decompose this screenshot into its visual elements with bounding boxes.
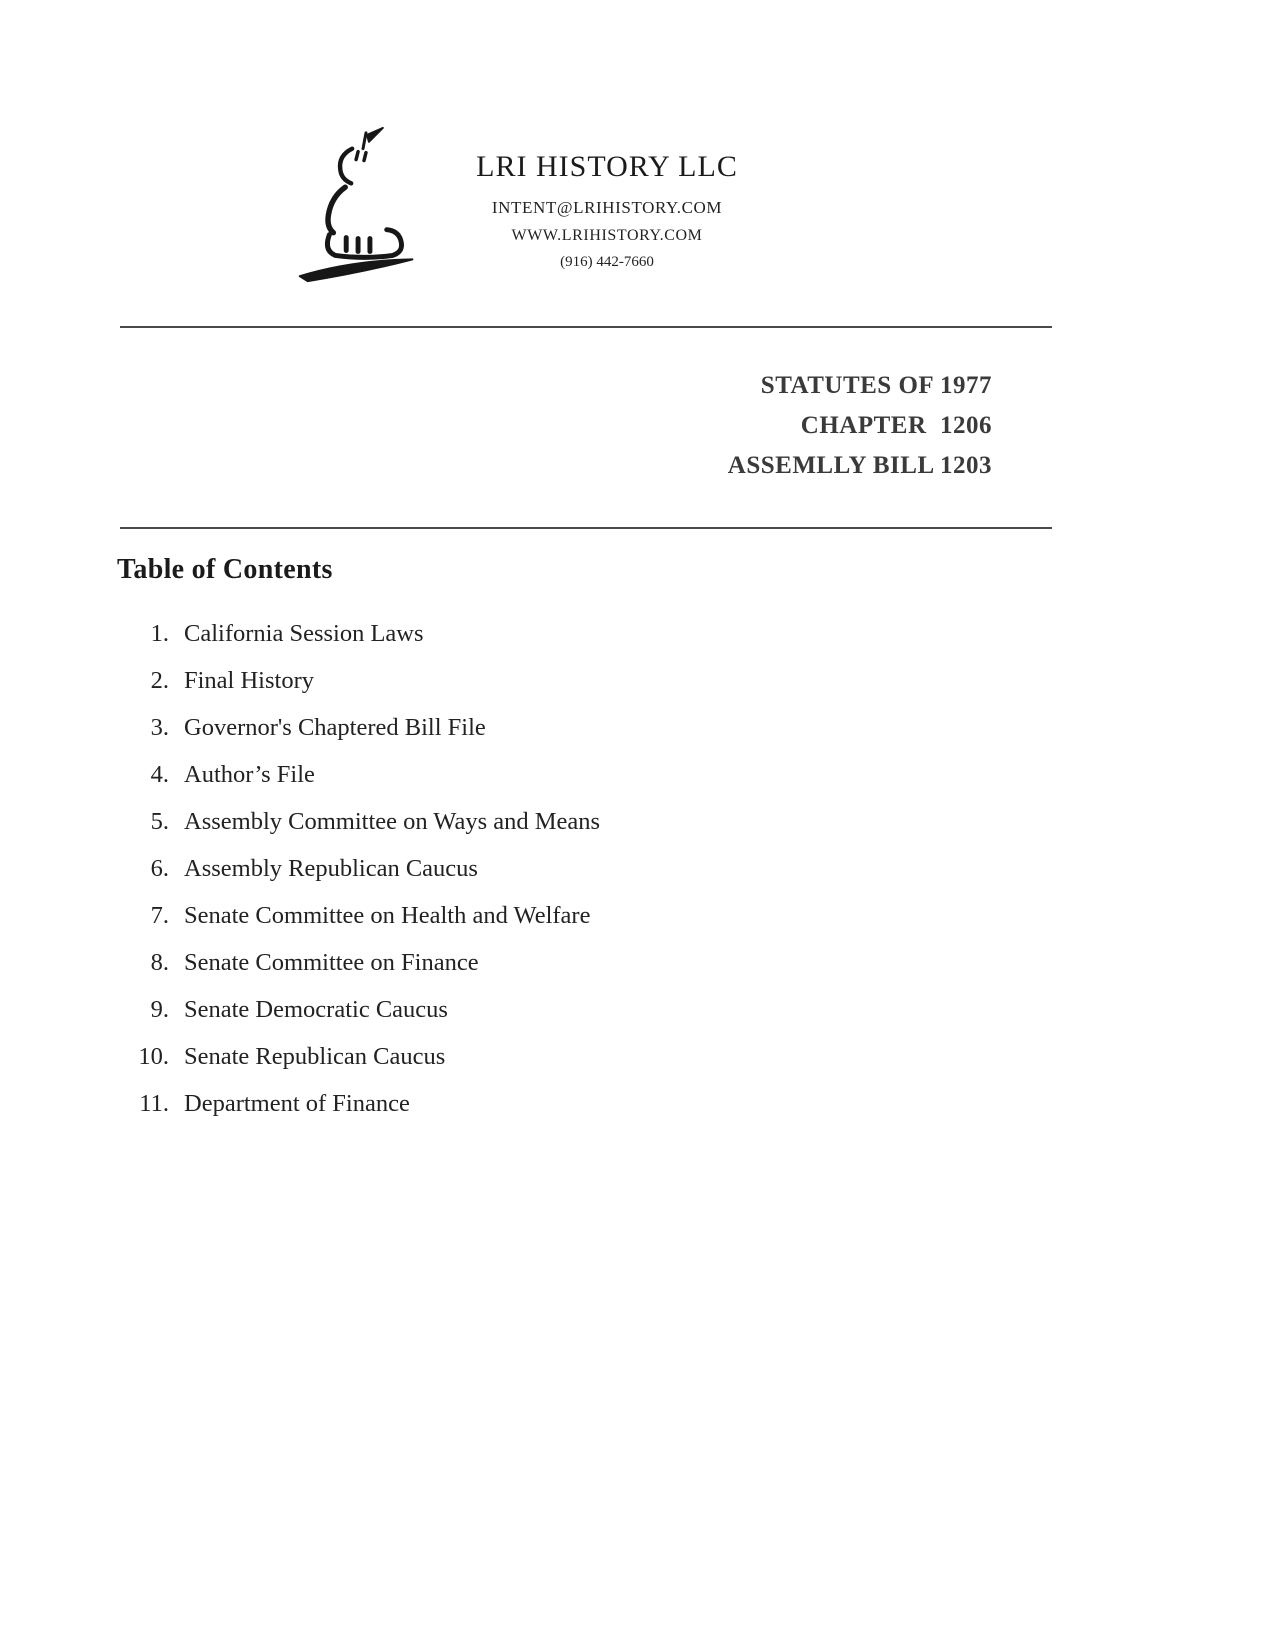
toc-item xyxy=(117,902,1017,930)
toc-item xyxy=(117,949,1017,977)
toc-item xyxy=(117,808,1017,836)
toc-item-number: 11. xyxy=(139,1090,169,1117)
toc-item xyxy=(117,667,1017,695)
toc-item-label: Department of Finance xyxy=(184,1090,410,1117)
toc-item xyxy=(117,620,1017,648)
toc-item-label: California Session Laws xyxy=(184,620,424,647)
divider-line-bottom xyxy=(120,527,1052,529)
company-email: INTENT@LRIHISTORY.COM xyxy=(491,198,723,217)
toc-item-number: 7. xyxy=(150,902,169,929)
toc-item-number: 8. xyxy=(150,949,169,976)
company-phone: (916) 442-7660 xyxy=(560,254,654,270)
toc-item-label: Assembly Republican Caucus xyxy=(184,855,478,882)
toc-item-number: 6. xyxy=(150,855,169,882)
assembly-bill-line: ASSEMLLY BILL 1203 xyxy=(727,452,992,479)
toc-item-label: Final History xyxy=(184,667,314,694)
statute-title-block xyxy=(728,366,992,486)
statutes-line: STATUTES OF 1977 xyxy=(760,372,992,399)
toc-item xyxy=(117,1090,1017,1118)
toc-item-label: Author’s File xyxy=(184,761,315,788)
toc-item-label: Senate Republican Caucus xyxy=(184,1043,446,1070)
toc-item-label: Assembly Committee on Ways and Means xyxy=(184,808,601,835)
toc-item-number: 10. xyxy=(138,1043,169,1070)
toc-heading: Table of Contents xyxy=(117,554,333,585)
toc-item-number: 3. xyxy=(150,714,169,741)
toc-list xyxy=(117,620,1017,1137)
toc-item-label: Senate Committee on Health and Welfare xyxy=(184,902,591,929)
toc-item-label: Senate Committee on Finance xyxy=(184,949,479,976)
toc-item-number: 9. xyxy=(150,996,169,1023)
toc-item-label: Governor's Chaptered Bill File xyxy=(184,714,486,741)
toc-item xyxy=(117,996,1017,1024)
toc-item-number: 2. xyxy=(150,667,169,694)
company-website: WWW.LRIHISTORY.COM xyxy=(511,227,703,244)
capitol-logo-icon xyxy=(288,122,440,290)
chapter-line: CHAPTER 1206 xyxy=(800,412,992,439)
toc-item xyxy=(117,855,1017,883)
toc-item-number: 1. xyxy=(150,620,169,647)
toc-item-number: 5. xyxy=(150,808,169,835)
toc-item-label: Senate Democratic Caucus xyxy=(184,996,448,1023)
company-name: LRI HISTORY LLC xyxy=(476,150,738,183)
toc-item xyxy=(117,1043,1017,1071)
toc-item-number: 4. xyxy=(150,761,169,788)
letterhead xyxy=(452,150,762,271)
toc-item xyxy=(117,714,1017,742)
toc-item xyxy=(117,761,1017,789)
divider-line-top xyxy=(120,326,1052,328)
